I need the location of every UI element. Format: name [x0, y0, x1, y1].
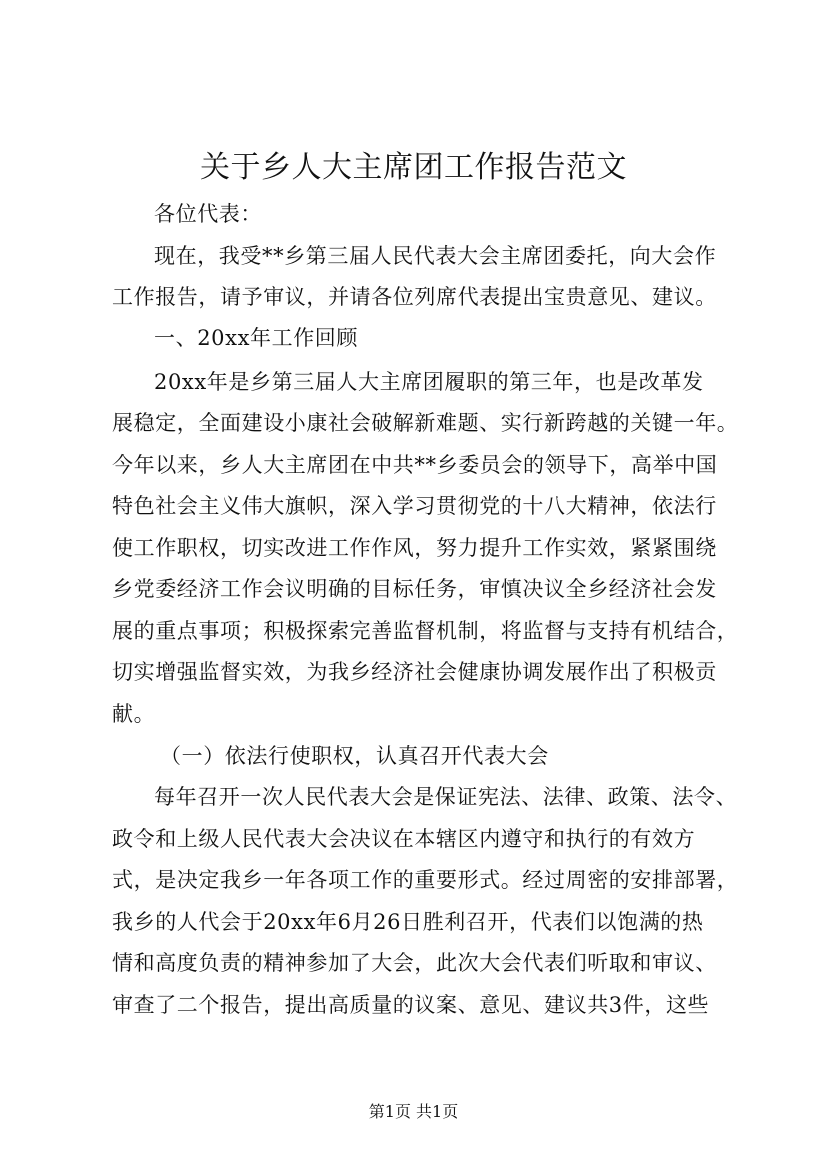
- paragraph-line: 审查了二个报告，提出高质量的议案、意见、建议共3件，这些: [112, 993, 710, 1017]
- paragraph-line: 情和高度负责的精神参加了大会，此次大会代表们听取和审议、: [112, 951, 717, 975]
- paragraph-line: 式，是决定我乡一年各项工作的重要形式。经过周密的安排部署，: [112, 868, 739, 892]
- paragraph-line: 特色社会主义伟大旗帜，深入学习贯彻党的十八大精神，依法行: [112, 494, 717, 518]
- paragraph-line: 乡党委经济工作会议明确的目标任务，审慎决议全乡经济社会发: [112, 577, 717, 601]
- section-heading: 一、20xx年工作回顾: [154, 326, 359, 350]
- paragraph-line: 今年以来，乡人大主席团在中共**乡委员会的领导下，高举中国: [112, 453, 718, 477]
- paragraph-line: 政令和上级人民代表大会决议在本辖区内遵守和执行的有效方: [112, 827, 696, 851]
- paragraph-line: 献。: [112, 702, 156, 726]
- paragraph-line: 使工作职权，切实改进工作作风，努力提升工作实效，紧紧围绕: [112, 536, 717, 560]
- paragraph-line: 展稳定，全面建设小康社会破解新难题、实行新跨越的关键一年。: [112, 411, 739, 435]
- salutation: 各位代表：: [154, 202, 262, 226]
- subsection-heading: （一）依法行使职权，认真召开代表大会: [160, 744, 549, 768]
- paragraph-line: 每年召开一次人民代表大会是保证宪法、法律、政策、法令、: [154, 785, 738, 809]
- document-title: 关于乡人大主席团工作报告范文: [200, 150, 627, 185]
- paragraph-line: 工作报告，请予审议，并请各位列席代表提出宝贵意见、建议。: [112, 285, 717, 309]
- paragraph-line: 我乡的人代会于20xx年6月26日胜利召开，代表们以饱满的热: [112, 910, 704, 934]
- paragraph-line: 20xx年是乡第三届人大主席团履职的第三年，也是改革发: [154, 370, 704, 394]
- paragraph-line: 展的重点事项；积极探索完善监督机制，将监督与支持有机结合，: [112, 619, 739, 643]
- paragraph-line: 现在，我受**乡第三届人民代表大会主席团委托，向大会作: [154, 244, 717, 268]
- paragraph-line: 切实增强监督实效，为我乡经济社会健康协调发展作出了积极贡: [112, 660, 717, 684]
- page-number: 第1页 共1页: [368, 1102, 459, 1121]
